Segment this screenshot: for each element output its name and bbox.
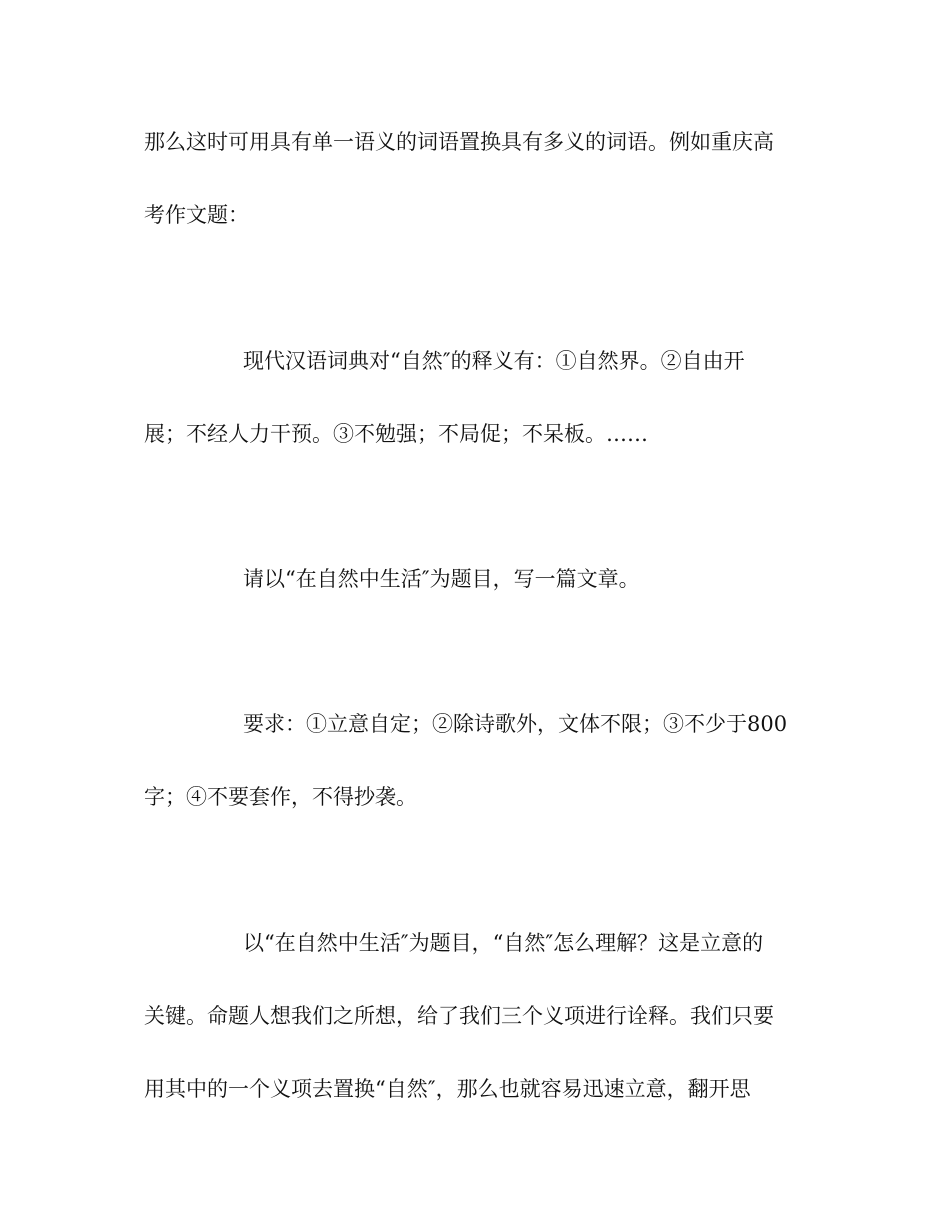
paragraph-line: 考作文题： bbox=[144, 203, 249, 227]
analysis-paragraph-line: 用其中的一个义项去置换“自然″，那么也就容易迅速立意，翻开思 bbox=[144, 1077, 751, 1101]
dictionary-definition-line: 展；不经人力干预。③不勉强；不局促；不呆板。…… bbox=[144, 422, 648, 446]
analysis-paragraph-line: 以“在自然中生活″为题目，“自然″怎么理解？这是立意的 bbox=[243, 931, 764, 955]
paragraph-line: 那么这时可用具有单一语义的词语置换具有多义的词语。例如重庆高 bbox=[144, 130, 774, 154]
analysis-paragraph-line: 关键。命题人想我们之所想，给了我们三个义项进行诠释。我们只要 bbox=[144, 1004, 774, 1028]
dictionary-definition-line: 现代汉语词典对“自然″的释义有：①自然界。②自由开 bbox=[243, 349, 745, 373]
essay-prompt-line: 请以“在自然中生活″为题目，写一篇文章。 bbox=[243, 567, 640, 591]
requirements-line: 要求：①立意自定；②除诗歌外，文体不限；③不少于800 bbox=[243, 712, 788, 736]
requirements-line: 字；④不要套作，不得抄袭。 bbox=[144, 785, 417, 809]
